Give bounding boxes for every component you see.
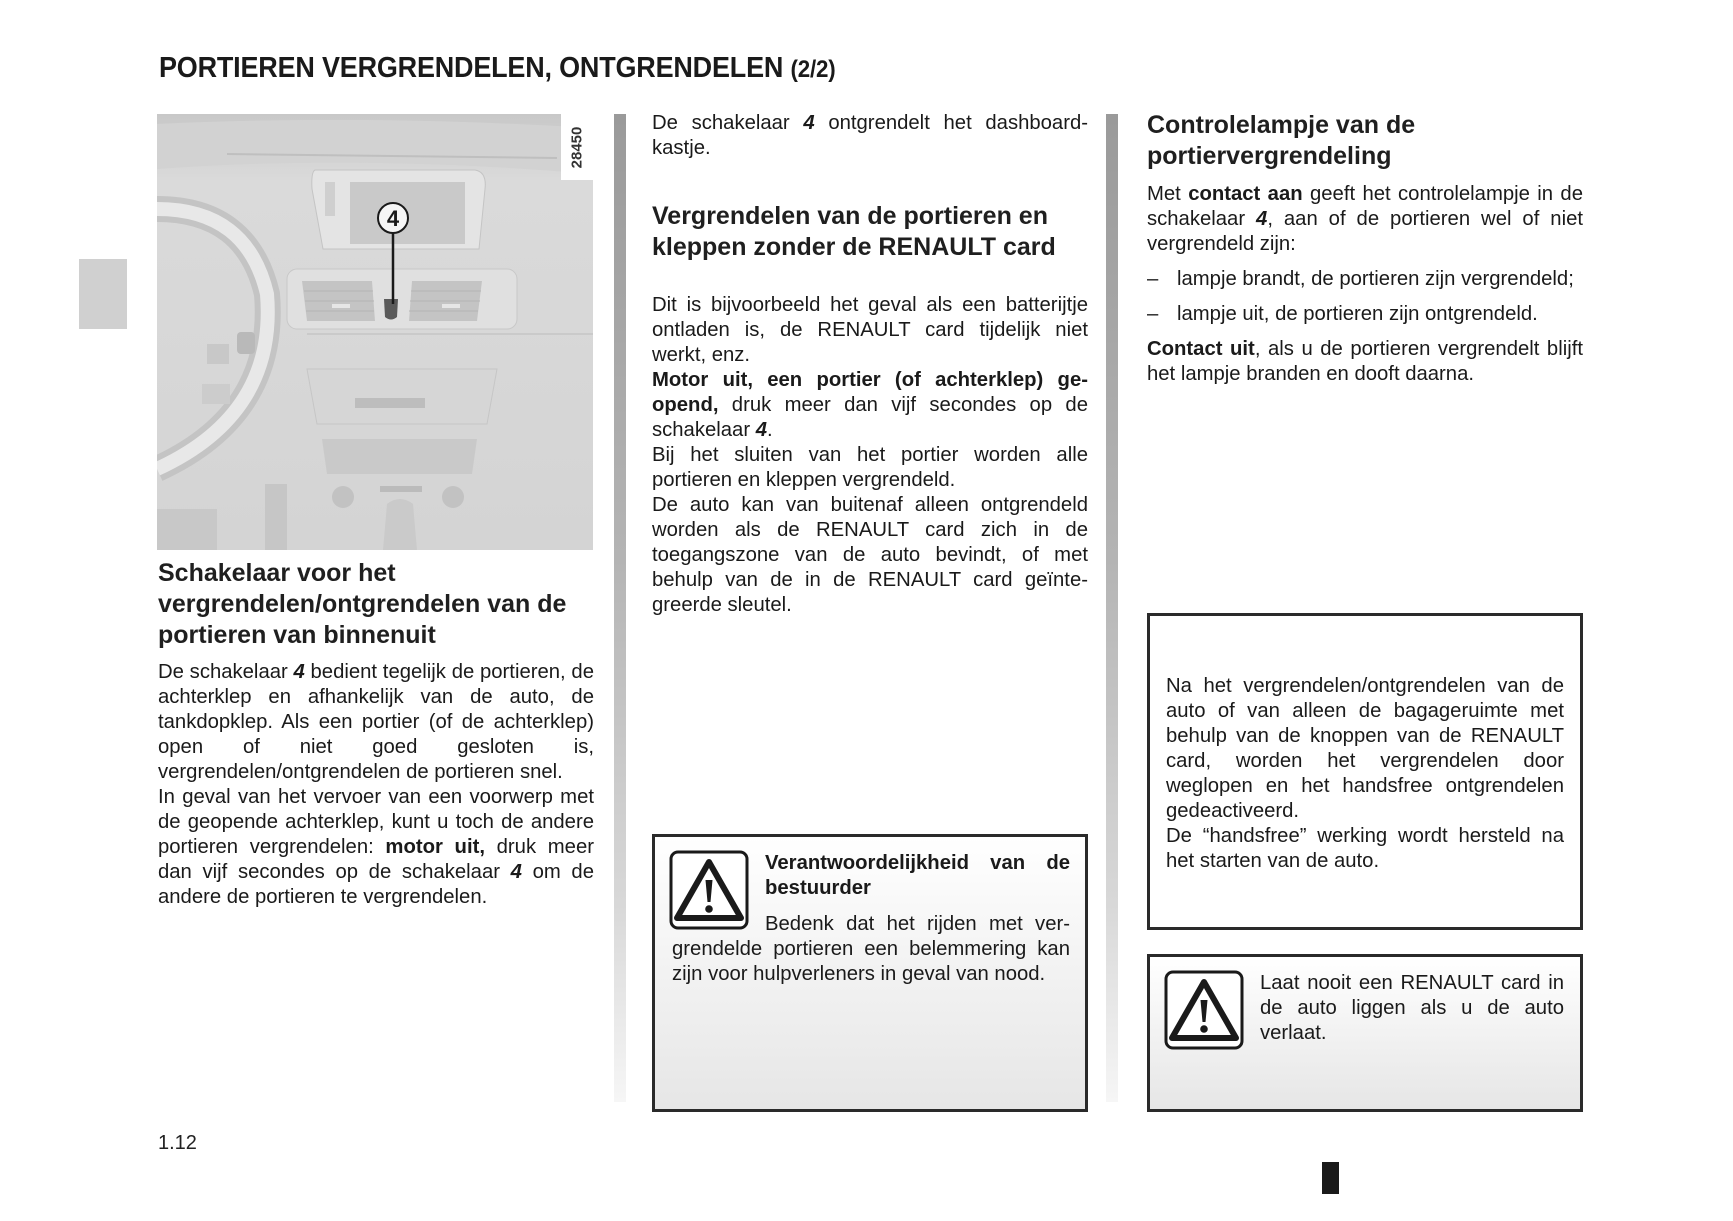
- paragraph: [652, 443, 1088, 493]
- note-paragraph: Na het vergrendelen/ontgrendelen van de auto of van alleen de bagageruimte met behulp van de knoppen van de RENAULT card, worden het vergrendelen door weglopen en het handsfree ontgrendelen gedeactiveerd.: [1166, 675, 1564, 822]
- paragraph: [652, 493, 1088, 618]
- text-run: druk meer dan vijf secondes op de schakelaar: [652, 394, 1088, 441]
- emphasis-run: Contact uit: [1147, 338, 1255, 360]
- section-body-without-card: [652, 293, 1088, 618]
- warning-text: Laat nooit een RENAULT card in de auto liggen als u de auto verlaat.: [1260, 972, 1564, 1044]
- emphasis-run: 4: [803, 112, 815, 134]
- section-title-lock-indicator: Controlelampje van de portiervergrendeling: [1147, 111, 1416, 170]
- gear-lever: [383, 499, 417, 550]
- paragraph: [1147, 337, 1583, 387]
- page-number: 1.12: [158, 1132, 197, 1154]
- lock-switch-4: [384, 299, 398, 320]
- section-title-interior-switch: Schakelaar voor het vergrendelen/ontgrendelen van de portieren van binnenuit: [158, 559, 567, 649]
- page-title-text: PORTIEREN VERGRENDELEN, ONTGRENDELEN: [159, 52, 784, 84]
- page-title-suffix: (2/2): [790, 56, 836, 83]
- warning-title: Verantwoordelijkheid van de bestuurder: [765, 852, 1070, 899]
- warning-box-card-in-car: [1147, 954, 1583, 1112]
- page-title: [159, 52, 835, 85]
- section-body-lock-indicator: [1147, 182, 1583, 387]
- text-run: Bij het sluiten van het portier worden alle portieren en kleppen vergrendeld.: [652, 444, 1088, 491]
- warning-text: Bedenk dat het rijden met vergrendelde portieren een belemmering kan zijn voor hulpverleners in geval van nood.: [672, 913, 1070, 985]
- text-run: , als u de portieren vergrendelt blijft het lampje branden en dooft daarna.: [1147, 338, 1583, 385]
- column-divider-bar: [1106, 114, 1118, 1102]
- paragraph-glovebox: [652, 111, 1088, 161]
- paragraph: [158, 660, 594, 785]
- note-paragraph: De “handsfree” werking wordt hersteld na het starten van de auto.: [1166, 825, 1564, 872]
- section-body-interior-switch: [158, 660, 594, 910]
- text-run: In geval van het vervoer van een voorwerp met de geopende achterklep, kunt u toch de andere portieren vergrendelen:: [158, 786, 594, 858]
- list-dash: –: [1147, 303, 1159, 325]
- figure-reference-label: [561, 114, 593, 180]
- list-item: [1147, 267, 1583, 292]
- text-run: De schakelaar: [652, 112, 804, 134]
- warning-triangle-icon: [1164, 970, 1244, 1050]
- paragraph: [652, 293, 1088, 368]
- pedal: [265, 484, 287, 550]
- list-item-text: lampje uit, de portieren zijn ontgrendeld.: [1177, 303, 1538, 325]
- text-run: Dit is bijvoorbeeld het geval als een batterijtje ontladen is, de RENAULT card tijdelijk niet werkt, enz.: [652, 294, 1088, 366]
- emphasis-run: 4: [755, 419, 767, 441]
- text-run: druk meer dan vijf secondes op de schakelaar: [158, 836, 594, 883]
- indicator-state-list: [1147, 267, 1583, 327]
- text-run: De auto kan van buitenaf alleen ontgrendeld worden als de RENAULT card zich in de toegangszone van de auto bevindt, of met behulp van de in de RENAULT card geïntegreerde sleutel.: [652, 494, 1088, 616]
- list-dash: –: [1147, 268, 1159, 290]
- list-item: [1147, 302, 1583, 327]
- text-run: om de andere de portieren te vergrendelen.: [158, 861, 594, 908]
- page-edge-marker: [1322, 1162, 1339, 1194]
- paragraph: [1147, 182, 1583, 257]
- callout-label: 4: [386, 206, 400, 231]
- emphasis-run: 4: [1256, 208, 1268, 230]
- note-box-handsfree: [1147, 613, 1583, 930]
- dashboard-drawing: [157, 114, 593, 550]
- section-title-without-card: Vergrendelen van de portieren en kleppen zonder de RENAULT card: [652, 202, 1056, 261]
- emphasis-run: motor uit,: [385, 836, 485, 858]
- text-run: geeft het controlelampje in de schakelaar: [1147, 183, 1583, 230]
- emphasis-run: contact aan: [1188, 183, 1303, 205]
- dashboard-illustration: [157, 114, 593, 550]
- text-run: ontgrendelt het dashboardkastje.: [652, 112, 1088, 159]
- text-run: bedient tegelijk de portieren, de achterklep en afhankelijk van de auto, de tankdopklep. Als een portier (of de achterklep) open of niet goed gesloten is, vergrendelen/ontgrendelen de portieren snel.: [158, 661, 594, 783]
- warning-box-driver-responsibility: [652, 834, 1088, 1112]
- chapter-tab-marker: [79, 259, 127, 329]
- text-run: , aan of de portieren wel of niet vergrendeld zijn:: [1147, 208, 1583, 255]
- emphasis-run: 4: [293, 661, 305, 683]
- list-item-text: lampje brandt, de portieren zijn vergrendeld;: [1177, 268, 1574, 290]
- warning-triangle-icon: [669, 850, 749, 930]
- paragraph: [652, 368, 1088, 443]
- emphasis-run: Motor uit, een portier (of achterklep) geopend,: [652, 369, 1088, 416]
- paragraph: [158, 785, 594, 910]
- climate-panel: [322, 439, 477, 474]
- figure-reference-number: 28450: [568, 126, 586, 168]
- column-divider-bar: [614, 114, 626, 1102]
- emphasis-run: 4: [510, 861, 522, 883]
- text-run: .: [767, 419, 773, 441]
- text-run: De schakelaar: [158, 661, 294, 683]
- radio-panel: [307, 369, 497, 424]
- text-run: Met: [1147, 183, 1189, 205]
- note-text: [1166, 674, 1564, 874]
